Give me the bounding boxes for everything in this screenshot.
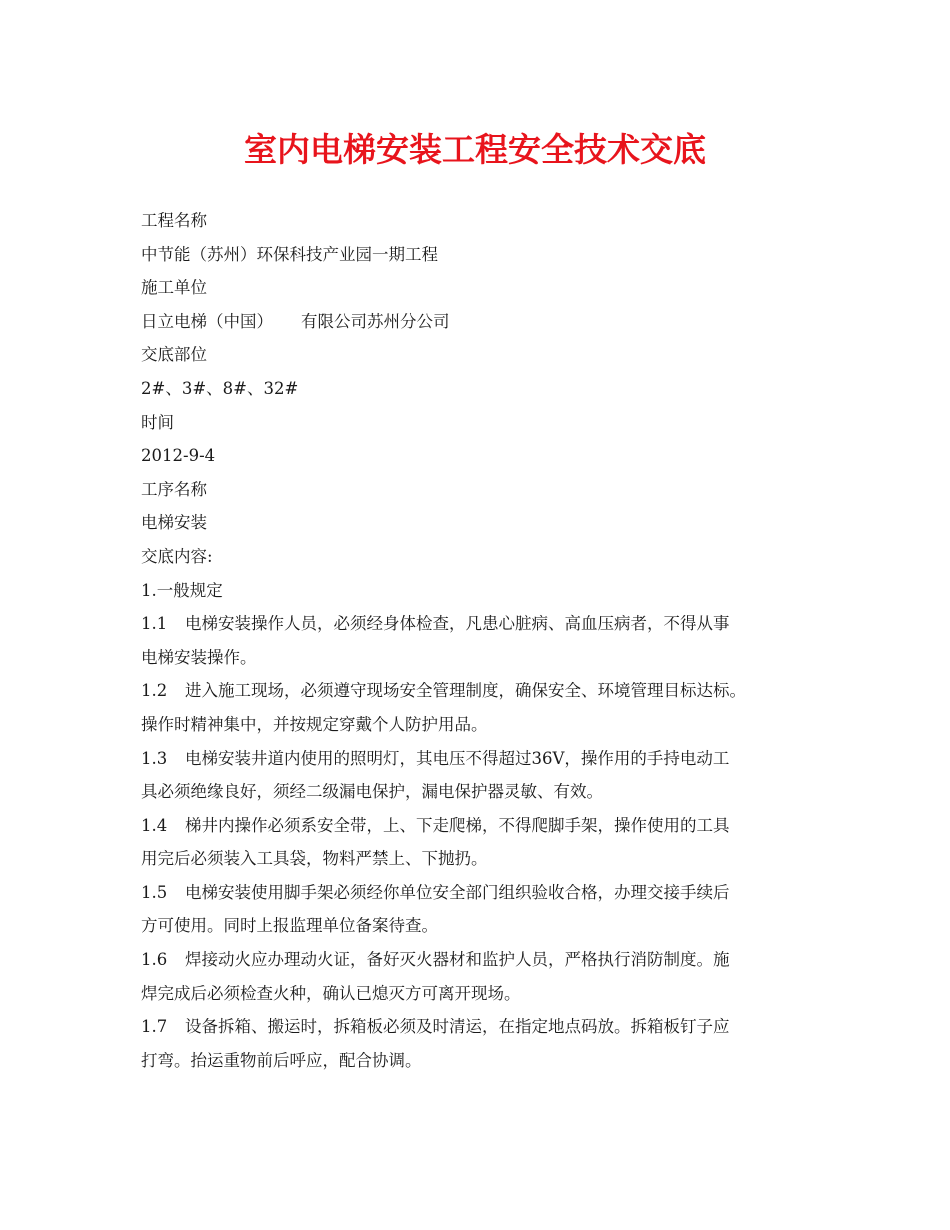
field-label-process-name: 工序名称 <box>141 479 207 499</box>
item-number: 1.2 <box>141 681 168 701</box>
item-text-line2: 焊完成后必须检查火种，确认已熄灭方可离开现场。 <box>141 983 521 1003</box>
item-number: 1.4 <box>141 815 168 835</box>
item-text-line1: 电梯安装使用脚手架必须经你单位安全部门组织验收合格，办理交接手续后 <box>185 882 730 902</box>
item-text-line2: 方可使用。同时上报监理单位备案待查。 <box>141 916 438 936</box>
item-text-line2: 操作时精神集中，并按规定穿戴个人防护用品。 <box>141 714 488 734</box>
item-text-line2: 用完后必须装入工具袋，物料严禁上、下抛扔。 <box>141 849 488 869</box>
field-label-project-name: 工程名称 <box>141 211 207 230</box>
field-value-time: 2012-9-4 <box>141 446 216 466</box>
list-item <box>141 607 821 674</box>
construction-unit-part2: 有限公司苏州分公司 <box>301 311 450 331</box>
field-label-location: 交底部位 <box>141 345 207 365</box>
list-item <box>141 809 821 876</box>
item-text-line1: 梯井内操作必须系安全带，上、下走爬梯，不得爬脚手架，操作使用的工具 <box>185 815 730 835</box>
item-text-line1: 进入施工现场，必须遵守现场安全管理制度，确保安全、环境管理目标达标。 <box>185 681 746 701</box>
item-text-line2: 电梯安装操作。 <box>141 647 257 667</box>
document-body <box>141 204 821 1077</box>
list-item <box>141 876 821 943</box>
item-text-line1: 焊接动火应办理动火证，备好灭火器材和监护人员，严格执行消防制度。施 <box>185 950 730 970</box>
field-label-construction-unit: 施工单位 <box>141 278 207 298</box>
list-item <box>141 943 821 1010</box>
construction-unit-part1: 日立电梯（中国） <box>141 311 273 331</box>
field-value-construction-unit <box>141 305 821 339</box>
field-value-process-name: 电梯安装 <box>141 513 207 533</box>
item-number: 1.5 <box>141 882 168 902</box>
item-text-line2: 打弯。抬运重物前后呼应，配合协调。 <box>141 1050 422 1070</box>
field-label-time: 时间 <box>141 412 174 432</box>
list-item <box>141 1010 821 1077</box>
field-value-location: 2#、3#、8#、32# <box>141 378 299 398</box>
item-number: 1.7 <box>141 1017 168 1037</box>
list-item <box>141 674 821 741</box>
item-text-line2: 具必须绝缘良好，须经二级漏电保护，漏电保护器灵敏、有效。 <box>141 782 603 802</box>
item-text-line1: 电梯安装井道内使用的照明灯，其电压不得超过36V，操作用的手持电动工 <box>185 748 730 768</box>
item-number: 1.3 <box>141 748 168 768</box>
section-heading: 1.一般规定 <box>141 580 223 600</box>
document-title: 室内电梯安装工程安全技术交底 <box>244 130 706 169</box>
content-label: 交底内容: <box>141 546 213 566</box>
item-number: 1.6 <box>141 950 168 970</box>
field-value-project-name: 中节能（苏州）环保科技产业园一期工程 <box>141 244 438 264</box>
list-item <box>141 742 821 809</box>
item-text-line1: 电梯安装操作人员，必须经身体检查，凡患心脏病、高血压病者，不得从事 <box>185 614 730 634</box>
item-number: 1.1 <box>141 614 168 634</box>
item-text-line1: 设备拆箱、搬运时，拆箱板必须及时清运，在指定地点码放。拆箱板钉子应 <box>185 1017 730 1037</box>
